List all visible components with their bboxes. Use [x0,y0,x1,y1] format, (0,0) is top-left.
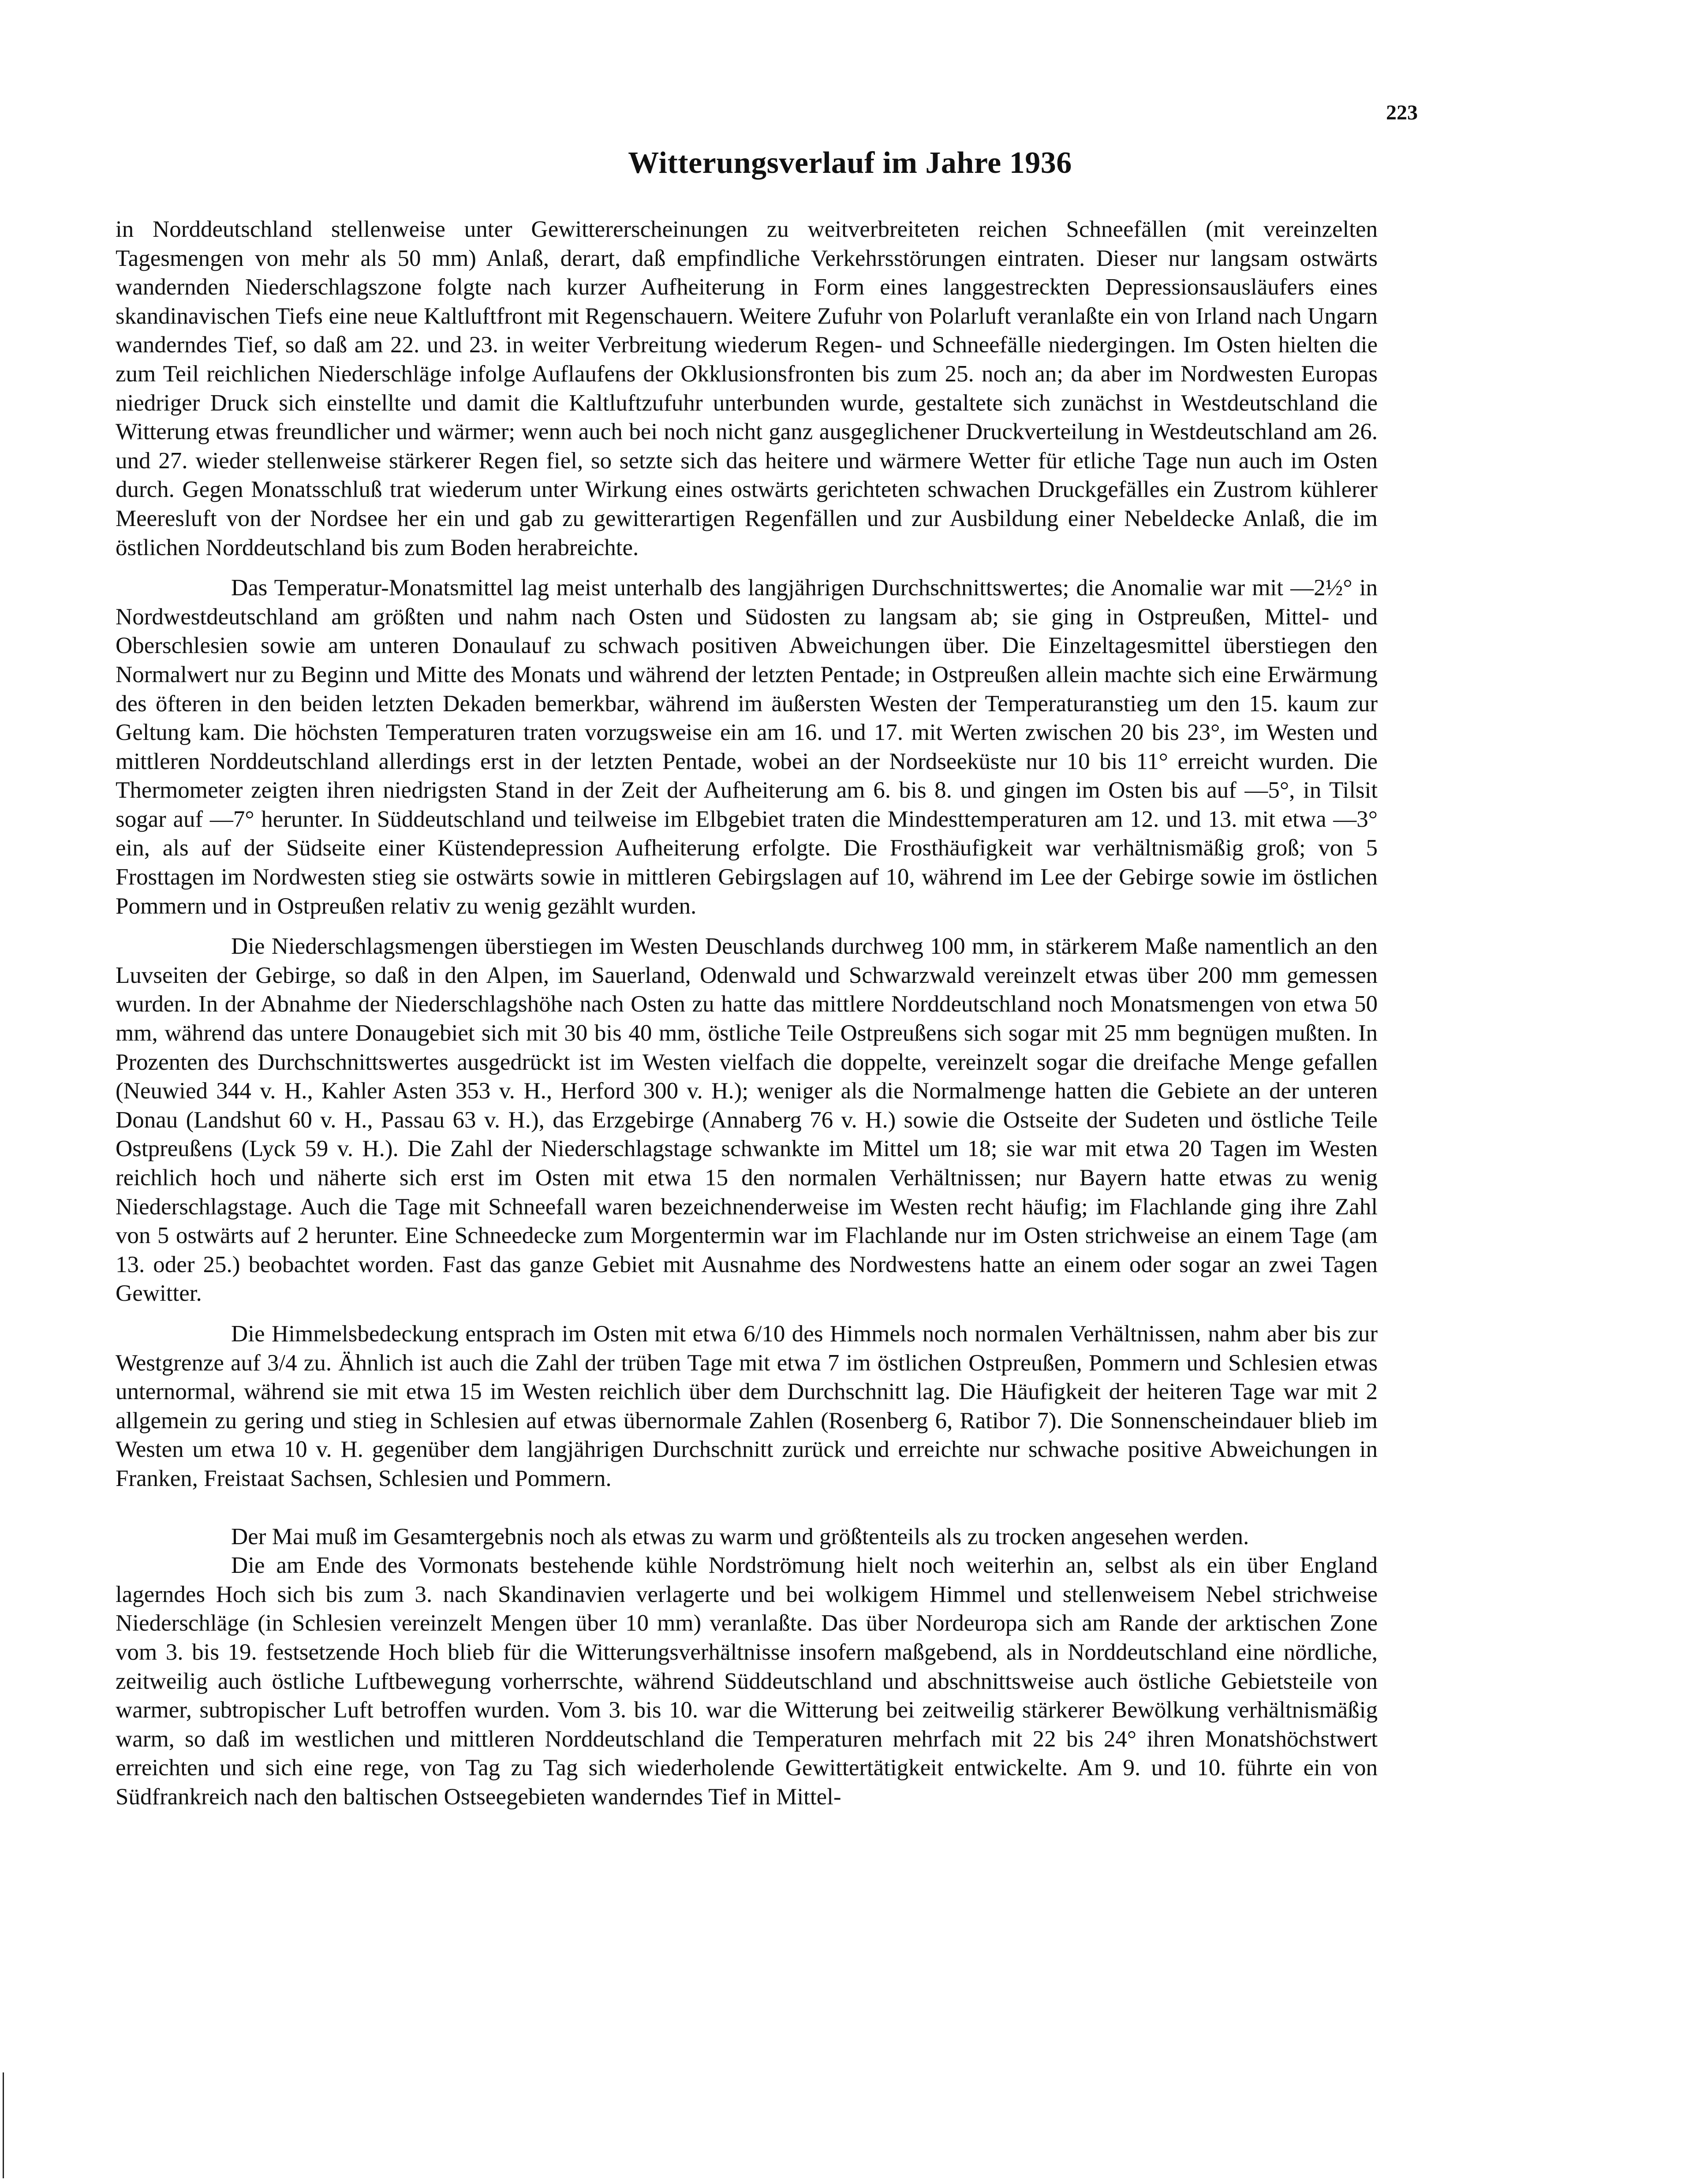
paragraph-2: Das Temperatur-Monatsmittel lag meist unterhalb des langjährigen Durchschnittswertes; die Anomalie war mit —2½° in Nordwestdeutschland am größten und nahm nach Osten und Südosten zu langsam ab; sie ging in Ostpreußen, Mittel- und Oberschlesien sowie am unteren Donaulauf zu schwach positiven Abweichungen über. Die Einzeltagesmittel überstiegen den Normalwert nur zu Beginn und Mitte des Monats und während der letzten Pentade; in Ostpreußen allein machte sich eine Erwärmung des öfteren in den beiden letzten Dekaden bemerkbar, während im äußersten Westen der Temperaturanstieg um den 15. kaum zur Geltung kam. Die höchsten Temperaturen traten vorzugsweise ein am 16. und 17. mit Werten zwischen 20 bis 23°, im Westen und mittleren Norddeutschland allerdings erst in der letzten Pentade, wobei an der Nordseeküste nur 10 bis 11° erreicht wurden. Die Thermometer zeigten ihren niedrigsten Stand in der Zeit der Aufheiterung am 6. bis 8. und gingen im Osten bis auf —5°, in Tilsit sogar auf —7° herunter. In Süddeutschland und teilweise im Elbgebiet traten die Mindesttemperaturen am 12. und 13. mit etwa —3° ein, als auf der Südseite einer Küstendepression Aufheiterung erfolgte. Die Frosthäufigkeit war verhältnismäßig groß; von 5 Frosttagen im Nordwesten stieg sie ostwärts sowie in mittleren Gebirgslagen auf 10, während im Lee der Gebirge sowie im östlichen Pommern und in Ostpreußen relativ zu wenig gezählt wurden. [116,575,1378,919]
paragraph-4: Die Himmelsbedeckung entsprach im Osten mit etwa 6/10 des Himmels noch normalen Verhältnissen, nahm aber bis zur Westgrenze auf 3/4 zu. Ähnlich ist auch die Zahl der trüben Tage mit etwa 7 im östlichen Ostpreußen, Pommern und Schlesien etwas unternormal, während sie mit etwa 15 im Westen reichlich über dem Durchschnitt lag. Die Häufigkeit der heiteren Tage war mit 2 allgemein zu gering und stieg in Schlesien auf etwas übernormale Zahlen (Rosenberg 6, Ratibor 7). Die Sonnenscheindauer blieb im Westen um etwa 10 v. H. gegenüber dem langjährigen Durchschnitt zurück und erreichte nur schwache positive Abweichungen in Franken, Freistaat Sachsen, Schlesien und Pommern. [116,1321,1378,1491]
paragraph-1: in Norddeutschland stellenweise unter Gewittererscheinungen zu weitverbreiteten reichen Schneefällen (mit vereinzelten Tagesmengen von mehr als 50 mm) Anlaß, derart, daß empfindliche Verkehrsstörungen eintraten. Dieser nur langsam ostwärts wandernden Niederschlagszone folgte nach kurzer Aufheiterung in Form eines langgestreckten Depressionsausläufers eines skandinavischen Tiefs eine neue Kaltluftfront mit Regenschauern. Weitere Zufuhr von Polarluft veranlaßte ein von Irland nach Ungarn wanderndes Tief, so daß am 22. und 23. in weiter Verbreitung wiederum Regen- und Schneefälle niedergingen. Im Osten hielten die zum Teil reichlichen Niederschläge infolge Auflaufens der Okklusionsfronten bis zum 25. noch an; da aber im Nordwesten Europas niedriger Druck sich einstellte und damit die Kaltluftzufuhr unterbunden wurde, gestaltete sich zunächst in Westdeutschland die Witterung etwas freundlicher und wärmer; wenn auch bei noch nicht ganz ausgeglichener Druckverteilung in Westdeutschland am 26. und 27. wieder stellenweise stärkerer Regen fiel, so setzte sich das heitere und wärmere Wetter für etliche Tage nun auch im Osten durch. Gegen Monatsschluß trat wiederum unter Wirkung eines ostwärts gerichteten schwachen Druckgefälles ein Zustrom kühlerer Meeresluft von der Nordsee her ein und gab zu gewitterartigen Regenfällen und zur Ausbildung einer Nebeldecke Anlaß, die im östlichen Norddeutschland bis zum Boden herabreichte. [116,217,1378,560]
body-text [116,215,1378,1811]
paragraph-6: Die am Ende des Vormonats bestehende kühle Nordströmung hielt noch weiterhin an, selbst als ein über England lagerndes Hoch sich bis zum 3. nach Skandinavien verlagerte und bei wolkigem Himmel und stellenweisem Nebel strichweise Niederschläge (in Schlesien vereinzelt Mengen über 10 mm) veranlaßte. Das über Nordeuropa sich am Rande der arktischen Zone vom 3. bis 19. festsetzende Hoch blieb für die Witterungsverhältnisse insofern maßgebend, als in Norddeutschland eine nördliche, zeitweilig auch östliche Luftbewegung vorherrschte, während Süddeutschland und abschnittsweise auch östliche Gebietsteile von warmer, subtropischer Luft betroffen wurden. Vom 3. bis 10. war die Witterung bei zeitweilig stärkerer Bewölkung verhältnismäßig warm, so daß im westlichen und mittleren Norddeutschland die Temperaturen mehrfach mit 22 bis 24° ihren Monatshöchstwert erreichten und sich eine rege, von Tag zu Tag sich wiederholende Gewittertätigkeit entwickelte. Am 9. und 10. führte ein von Südfrankreich nach den baltischen Ostseegebieten wanderndes Tief in Mittel- [116,1553,1378,1810]
paragraph-3: Die Niederschlagsmengen überstiegen im Westen Deuschlands durchweg 100 mm, in stärkerem Maße namentlich an den Luvseiten der Gebirge, so daß in den Alpen, im Sauerland, Odenwald und Schwarzwald vereinzelt etwas über 200 mm gemessen wurden. In der Abnahme der Niederschlagshöhe nach Osten zu hatte das mittlere Norddeutschland noch Monatsmengen von etwa 50 mm, während das untere Donaugebiet sich mit 30 bis 40 mm, östliche Teile Ostpreußens sich sogar mit 25 mm begnügen mußten. In Prozenten des Durchschnittswertes ausgedrückt ist im Westen vielfach die doppelte, vereinzelt sogar die dreifache Menge gefallen (Neuwied 344 v. H., Kahler Asten 353 v. H., Herford 300 v. H.); weniger als die Normalmenge hatten die Gebiete an der unteren Donau (Landshut 60 v. H., Passau 63 v. H.), das Erzgebirge (Annaberg 76 v. H.) sowie die Ostseite der Sudeten und östliche Teile Ostpreußens (Lyck 59 v. H.). Die Zahl der Niederschlagstage schwankte im Mittel um 18; sie war mit etwa 20 Tagen im Westen reichlich hoch und näherte sich erst im Osten mit etwa 15 den normalen Verhältnissen; nur Bayern hatte etwas zu wenig Niederschlagstage. Auch die Tage mit Schneefall waren bezeichnenderweise im Westen recht häufig; im Flachlande ging ihre Zahl von 5 ostwärts auf 2 herunter. Eine Schneedecke zum Morgentermin war im Flachlande nur im Osten strichweise an einem Tage (am 13. oder 25.) beobachtet worden. Fast das ganze Gebiet mit Ausnahme des Nordwestens hatte an einem oder sogar an zwei Tagen Gewitter. [116,933,1378,1307]
page-title: Witterungsverlauf im Jahre 1936 [628,146,1072,180]
scan-edge-line [3,2072,4,2178]
paragraph-5: Der Mai muß im Gesamtergebnis noch als etwas zu warm und größtenteils als zu trocken angesehen werden. [231,1523,1249,1549]
page-number: 223 [1386,101,1418,124]
